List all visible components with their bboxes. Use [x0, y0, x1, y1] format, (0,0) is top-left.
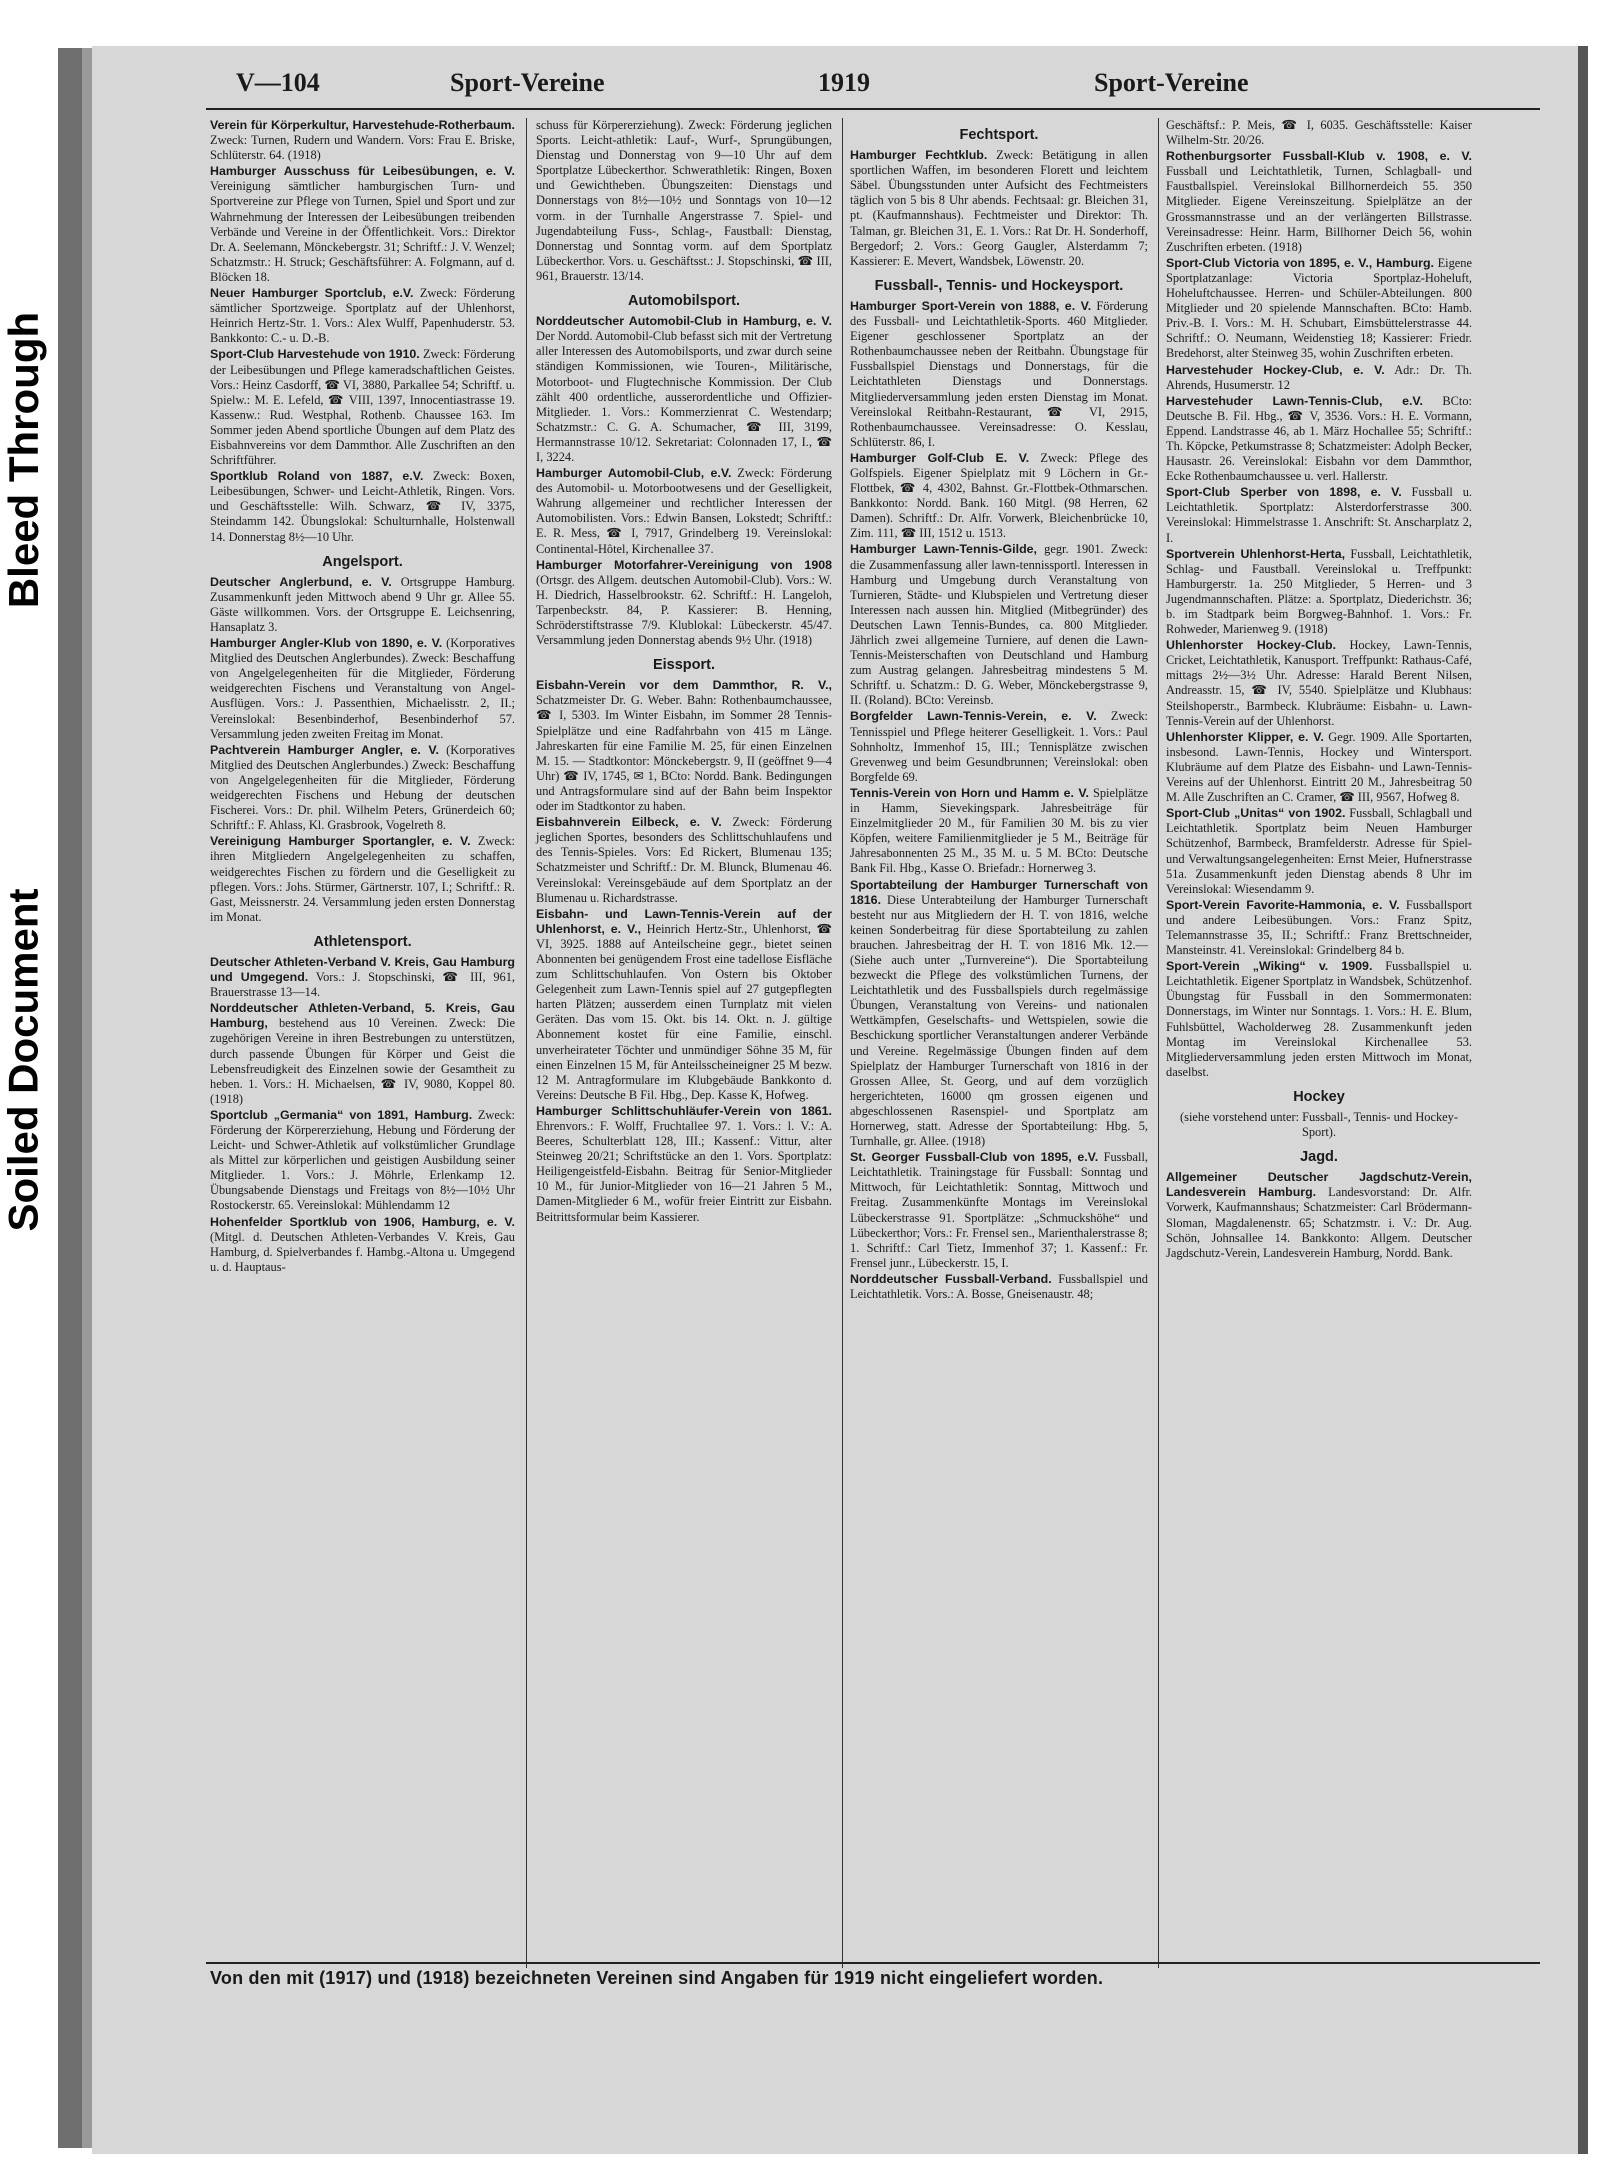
club-details: Ortsgruppe Hamburg. Zusammenkunft jeden Mittwoch abend 9 Uhr gr. Allee 55. Gäste willkommen. Vors. der Ortsgruppe E. Leichsenring, Hansaplatz 3.	[210, 574, 516, 634]
club-entry	[1166, 363, 1472, 393]
club-entry	[536, 466, 832, 557]
club-name: Deutscher Anglerbund, e. V.	[210, 574, 392, 589]
club-details: Fussball, Leichtathletik, Schlag- und Faustball. Vereinslokal u. Treffpunkt: Hamburgerstr. 1a. 250 Mitglieder, 5 Herren- und 3 Jugendmannschaften. Plätze: a. Sportplatz, Diederichstr. 36; b. im Stadtpark beim Borgweg-Bahnhof. 1. Vors.: Fr. Rohweder, Marienweg 9. (1918)	[1166, 546, 1472, 637]
club-name: Hamburger Ausschuss für Leibesübungen, e. V.	[210, 164, 515, 179]
club-details: Schatzmeister Dr. G. Weber. Bahn: Rothenbaumchaussee, ☎ I, 5303. Im Winter Eisbahn, im Sommer 28 Tennis-Spielplätze und eine Radfahrbahn von 415 m Länge. Jahreskarten für eine Familie M. 25, für einen Einzelnen M. 15. — Stadtkontor: Mönckebergstr. 9, II (geöffnet 9—4 Uhr) ☎ IV, 1745, ✉ 1, BCto: Nordd. Bank. Bedingungen und Antragsformulare sind auf der Bahn beim Inspektor oder im Stadtkontor zu haben.	[536, 693, 832, 814]
club-entry	[210, 469, 515, 544]
club-name: Sport-Club „Unitas“ von 1902.	[1166, 806, 1346, 821]
club-details: Fussball, Leichtathletik. Trainingstage für Fussball: Sonntag und Mittwoch, für Leichtathletik: Sonntag, Mittwoch und Freitag. Zusammenkünfte Montags im Vereinslokal Lübeckerstrasse 91. Sportplätze: „Schmuckshöhe“ und Lübeckerthor; Vors.: Fr. Frensel sen., Marienthalerstrasse 8; 1. Schriftf.: Carl Tietz, Immenhof 37; 1. Kassenf.: Fr. Frensel junr., Lübeckerstr. 15, I.	[850, 1150, 1148, 1270]
club-name: Sportclub „Germania“ von 1891, Hamburg.	[210, 1107, 473, 1122]
club-entry	[536, 1104, 832, 1225]
club-name: Sport-Verein „Wiking“ v. 1909.	[1166, 959, 1373, 974]
section-heading: Jagd.	[1300, 1149, 1338, 1166]
club-entry	[536, 558, 832, 649]
club-name: St. Georger Fussball-Club von 1895, e.V.	[850, 1150, 1099, 1165]
column-2	[536, 118, 832, 1226]
club-entry	[1166, 485, 1472, 545]
club-entry	[210, 743, 515, 834]
club-entry	[1166, 898, 1472, 958]
club-details: Der Nordd. Automobil-Club befasst sich mit der Vertretung aller Interessen des Automobilsports, und zwar durch seine ständigen Kommissionen, wie Touren-, Militärische, Motorboot- und Flugtechnische Kommission. Der Club zählt 400 ordentliche, ausserordentliche und Offizier-Mitglieder. 1. Vors.: Kommerzienrat C. Westendarp; Schatzmstr.: C. G. A. Schumacher, ☎ III, 3199, Hermannstrasse 10/12. Sekretariat: Colonnaden 17, I., ☎ I, 3224.	[536, 329, 832, 464]
club-entry	[850, 542, 1148, 708]
club-details: (Ortsgr. des Allgem. deutschen Automobil-Club). Vors.: W. H. Diedrich, Hasselbrookstr. 62. Schriftf.: H. Langeloh, Tarpenbeckstr. 84, P. Kassierer: B. Henning, Schröderstiftstrasse 7/9. Klublokal: Lübeckerstr. 45/47. Versammlung jeden Donnerstag abends 9½ Uhr. (1918)	[536, 572, 832, 648]
column-divider-2	[842, 118, 843, 1968]
club-details: gegr. 1901. Zweck: die Zusammenfassung aller lawn-tennissportl. Interessen in Hamburg und Umgebung durch Veranstaltung von Turnieren, Städte- und Klubspielen und Vertretung dieser Interessen nach aussen hin. Mitglied (Mitbegründer) des Deutschen Lawn Tennis-Bundes, ca. 800 Mitglieder. Jährlich zwei allgemeine Turniere, auf denen die Lawn-Tennis-Meisterschaften von Deutschland und Hamburg zum Austrag gelangen. Jahresbeitrag mindestens 5 M. Schriftf. u. Schatzm.: D. G. Weber, Mönckebergstrasse 9, II. (Roland). BCto: Vereinsb.	[850, 542, 1148, 708]
club-entry	[1166, 730, 1472, 805]
section-heading: Fechtsport.	[959, 127, 1039, 143]
section-heading: Automobilsport.	[628, 293, 740, 310]
club-details: Fussballsport und andere Leibesübungen. Vors.: Franz Spitz, Telemannstrasse 35, II.; Schriftf.: Franz Brettschneider, Mansteinstr. 41. Vereinslokal: Grindelberg 84 b.	[1166, 897, 1472, 958]
club-entry	[850, 148, 1148, 269]
club-details: Fussball, Schlagball und Leichtathletik. Sportplatz beim Neuen Hamburger Schützenhof, Barmbeck, Bramfelderstr. Adresse für Spiel- und Verwaltungsangelegenheiten: Ernst Meier, Hufnerstrasse 51a. Zusammenkunft jeden Dienstag abends 8 Uhr im Vereinslokal: Wiesendamm 9.	[1166, 806, 1472, 896]
bleed-through-text: Bleed Through	[0, 311, 48, 609]
page-header	[0, 68, 1600, 108]
club-details: Zweck: Betätigung in allen sportlichen Waffen, im besonderen Florett und leichtem Säbel. Übungsstunden unter Aufsicht des Fechtmeisters täglich von 5 bis 8 Uhr abends. Fechtsaal: gr. Bleichen 31, pt. (Kaufmannshaus). Fechtmeister und Direktor: Th. Talman, gr. Bleichen 31, E. 1. Vors.: Rat Dr. H. Sonderhoff, Bergedorf; 2. Vors.: Georg Gaugler, Alsterdamm 7; Kassierer: E. Mevert, Wandsbek, Löwenstr. 20.	[850, 148, 1148, 268]
club-name: Sport-Verein Favorite-Hammonia, e. V.	[1166, 897, 1400, 912]
club-details: Fussball u. Leichtathletik. Sportplatz: Alsterdorferstrasse 300. Vereinslokal: Himmelstrasse 1. Anschrift: St. Anscharplatz 2, I.	[1166, 485, 1472, 545]
club-details: schuss für Körpererziehung). Zweck: Förderung jeglichen Sports. Leicht-athletik: Lauf-, Wurf-, Sprungübungen, Dienstag und Donnerstag von 9—10 Uhr auf dem Sportplatze Lübeckerthor. Schwerathletik: Ringen, Boxen und Gewichtheben. Übungszeiten: Dienstags und Donnerstags von 8½—10½ und Sonntags von 10—12 vorm. in der Turnhalle Angerstrasse 7. Spiel- und Jugendabteilung Fuss-, Schlag-, Faustball: Dienstag, Donnerstag und Sonntag vorm. auf dem Sportplatz Lübeckerthor. Vors. u. Geschäftsst.: J. Stopschinski, ☎ III, 961, Brauerstr. 13/14.	[536, 118, 832, 283]
club-details: Zweck: Förderung jeglichen Sportes, besonders des Schlittschuhlaufens und des Tennis-Spieles. Vors: Ed Rickert, Blumenau 135; Schatzmeister und Schriftf.: Dr. M. Blunck, Blumenau 46. Vereinslokal: Vereinsgebäude auf dem Sportplatz an der Blumenau u. Richardstrasse.	[536, 815, 832, 905]
club-name: Pachtverein Hamburger Angler, e. V.	[210, 742, 439, 757]
club-details: Adr.: Dr. Th. Ahrends, Husumerstr. 12	[1166, 362, 1472, 392]
club-entry	[210, 834, 515, 925]
club-details: Zweck: Turnen, Rudern und Wandern. Vors: Frau E. Briske, Schlüterstr. 64. (1918)	[210, 133, 515, 163]
club-name: Verein für Körperkultur, Harvestehude-Rotherbaum.	[210, 118, 515, 132]
club-name: Tennis-Verein von Horn und Hamm e. V.	[850, 785, 1089, 800]
club-entry	[210, 118, 515, 163]
club-entry	[1166, 394, 1472, 485]
club-details: Gegr. 1909. Alle Sportarten, insbesond. Lawn-Tennis, Hockey und Wintersport. Klubräume auf dem Platze des Eisbahn- und Lawn-Tennis-Vereins auf der Uhlenhorst. Eintritt 20 M., Jahresbeitrag 50 M. Alle Zuschriften an C. Cramer, ☎ III, 9567, Hofweg 8.	[1166, 729, 1473, 805]
club-details: (Mitgl. d. Deutschen Athleten-Verbandes V. Kreis, Gau Hamburg, d. Spielverbandes f. Hambg.-Altona u. Umgegend u. d. Hauptaus-	[210, 1229, 515, 1274]
club-name: Hamburger Fechtklub.	[850, 148, 988, 163]
club-details: Landesvorstand: Dr. Alfr. Vorwerk, Kaufmannshaus; Schatzmeister: Carl Brödermann-Sloman, Magdalenenstr. 65; Schatzmstr. i. V.: Dr. Aug. Schön, Johnsallee 14. Bankkonto: Allgem. Deutscher Jagdschutz-Verein, Landesverein Hamburg, Nordd. Bank.	[1166, 1185, 1472, 1260]
club-entry	[210, 636, 515, 742]
club-entry	[1166, 256, 1472, 362]
column-1	[210, 118, 515, 1276]
club-details: Eigene Sportplatzanlage: Victoria Sportplaz-Hoheluft, Hoheluftchaussee. Herren- und Schüler-Abteilungen. 800 Mitglieder und 20 spielende Mannschaften. BCto: Hamb. Priv.-B. I. Vors.: M. H. Schubart, Eimsbüttelerstrasse 44. Schriftf.: O. Neumann, Weidenstieg 18; Kassierer: Friedr. Bredehorst, alter Steinweg 35, wohin Zuschriften erbeten.	[1166, 255, 1472, 361]
club-details: Zweck: Förderung des Automobil- u. Motorbootwesens und der Geselligkeit, Wahrung allgemeiner und rechtlicher Interessen der Automobilisten. Vors.: Edwin Bansen, Lokstedt; Schriftf.: E. R. Mess, ☎ I, 7917, Grindelberg 19. Vereinslokal: Continental-Hôtel, Kirchenallee 37.	[536, 466, 832, 556]
club-entry	[210, 1001, 515, 1107]
club-name: Sportklub Roland von 1887, e.V.	[210, 469, 424, 484]
club-entry	[536, 907, 832, 1103]
club-details: Zweck: Pflege des Golfspiels. Eigener Spielplatz mit 9 Löchern in Gr.-Flottbek, ☎ 4, 4302, Bahnst. Gr.-Flottbek-Othmarschen. Bankkonto: Nordd. Bank. 160 Mitgl. (98 Herren, 62 Damen). Schriftf.: Dr. Alfr. Vorwerk, Bleichenbrücke 10, Zim. 111, ☎ III, 1512 u. 1513.	[850, 450, 1148, 541]
club-entry	[1166, 638, 1472, 729]
club-name: Deutscher Athleten-Verband V. Kreis, Gau Hamburg und Umgegend.	[210, 954, 515, 985]
club-entry	[850, 1272, 1148, 1302]
club-entry	[850, 786, 1148, 877]
column-divider-3	[1158, 118, 1159, 1968]
header-year: 1919	[818, 68, 870, 97]
club-entry	[210, 347, 515, 468]
club-details: Zweck: Förderung der Leibesübungen und Pflege kameradschaftlichen Geistes. Vors.: Heinz Casdorff, ☎ VI, 3880, Parkallee 54; Schriftf. u. Spielw.: M. E. Lefeld, ☎ VIII, 1397, Innocentiastrasse 19. Kassenw.: Rud. Westphal, Rothenb. Chaussee 163. Im Sommer jeden Abend sportliche Übungen auf dem Platz des Eisbahnvereins vor dem Dammthor. Alle Zuschriften an den Schriftführer.	[210, 347, 515, 468]
club-details: Spielplätze in Hamm, Sievekingspark. Jahresbeiträge für Einzelmitglieder 20 M., für Familien 30 M. bis zu vier Köpfen, weitere Familienmitglieder je 5 M., Beiträge für Jahresabonnenten 25 M., 35 M. u. 5 M. BCto: Deutsche Bank Fil. Hbg., Kasse O. Briefadr.: Hornerweg 3.	[850, 785, 1148, 876]
club-name: Rothenburgsorter Fussball-Klub v. 1908, e. V.	[1166, 149, 1472, 164]
column-4	[1166, 118, 1472, 1262]
section-heading: Hockey	[1293, 1088, 1345, 1105]
club-details: Vors.: J. Stopschinski, ☎ III, 961, Brauerstrasse 13—14.	[210, 970, 515, 1000]
club-details: Fussballspiel u. Leichtathletik. Eigener Sportplatz in Wandsbek, Schützenhof. Übungstag für Fussball in den Sommermonaten: Donnerstags, im Winter nur Sonntags. 1. Vors.: H. E. Blum, Fuhlsbüttel, Wacholderweg 28. Zusammenkunft jeden Montag im Vereinslokal Kirchenallee 53. Mitgliederversammlung jeden ersten Mittwoch im Monat, daselbst.	[1166, 959, 1472, 1079]
club-name: Norddeutscher Fussball-Verband.	[850, 1271, 1052, 1286]
club-entry	[536, 678, 832, 814]
section-heading: Eissport.	[652, 657, 716, 674]
club-name: Hamburger Schlittschuhläufer-Verein von 1861.	[536, 1103, 832, 1118]
club-details: Förderung des Fussball- und Leichtathletik-Sports. 460 Mitglieder. Eigener geschlossener Sportplatz an der Rothenbaumchaussee neben der Reitbahn. Übungstage für Fussballspiel Dienstags und Donnerstags, für die Leichtathleten Dienstags und Donnerstags. Mitgliederversammlung jeden ersten Dienstag im Monat. Vereinslokal Reitbahn-Restaurant, ☎ VI, 2915, Rothenbaumchaussee. Vereinsadresse: O. Kesslau, Schlüterstr. 86, I.	[850, 298, 1148, 449]
section-note: (siehe vorstehend unter: Fussball-, Tennis- und Hockey-Sport).	[1180, 1110, 1458, 1140]
club-name: Allgemeiner Deutscher Jagdschutz-Verein, Landesverein Hamburg.	[1166, 1170, 1472, 1200]
club-entry	[536, 314, 832, 465]
footer-rule	[206, 1962, 1540, 1964]
club-name: Norddeutscher Athleten-Verband, 5. Kreis, Gau Hamburg,	[210, 1001, 515, 1031]
bleed-through-label	[0, 150, 48, 770]
footer-note: Von den mit (1917) und (1918) bezeichneten Vereinen sind Angaben für 1919 nicht eingeliefert worden.	[210, 1968, 1104, 1988]
club-details: Heinrich Hertz-Str., Uhlenhorst, ☎ VI, 3925. 1888 auf Anteilscheine gegr., bietet seinen Abonnenten bei genügendem Frost eine tadellose Eisfläche zum Schlittschuhlaufen. Von Ostern bis Oktober Gelegenheit zum Lawn-Tennis spiel auf 27 gutgepflegten harten Plätzen; ausserdem einen Turnplatz mit vielen Geräten. Das vom 15. Okt. bis 14. Okt. n. J. gültige Abonnement kostet für eine Familie, einschl. unverheirateter Töchter und unmündiger Söhne 35 M, für einen Einzelnen 15 M, für Anteilsscheineigner 25 M bezw. 12 M. Antragformulare im Klubgebäude Bankkonto d. Vereins: Deutsche B Fil. Hbg., Dep. Kasse K, Hofweg.	[536, 921, 832, 1102]
club-name: Eisbahnverein Eilbeck, e. V.	[536, 815, 722, 830]
club-name: Hohenfelder Sportklub von 1906, Hamburg, e. V.	[210, 1214, 515, 1229]
club-name: Borgfelder Lawn-Tennis-Verein, e. V.	[850, 709, 1097, 724]
club-entry	[536, 118, 832, 284]
club-details: Zweck: Förderung der Körpererziehung, Hebung und Förderung der Leicht- und Schwer-Athletik auf volkstümlicher Grundlage als Mittel zur körperlichen und geistigen Ausbildung seiner Mitglieder. 1. Vors.: J. Möhrle, Erlenkamp 12. Übungsabende Dienstags und Freitags von 8½—10½ Uhr Rostockerstr. 65. Vereinslokal: Mühlendamm 12	[210, 1107, 515, 1213]
club-name: Neuer Hamburger Sportclub, e.V.	[210, 286, 414, 301]
club-entry	[210, 286, 515, 346]
club-name: Harvestehuder Lawn-Tennis-Club, e.V.	[1166, 393, 1423, 408]
club-name: Vereinigung Hamburger Sportangler, e. V.	[210, 834, 471, 849]
club-entry	[850, 1150, 1148, 1271]
book-spine-edge	[58, 48, 82, 2148]
club-name: Sportabteilung der Hamburger Turnerschaft von 1816.	[850, 877, 1148, 907]
club-details: Zweck: Förderung sämtlicher Sportzweige. Sportplatz auf der Uhlenhorst, Heinrich Hertz-Str. 1. Vors.: Alex Wulff, Papenhuderstr. 53. Bankkonto: C.- u. D.-B.	[210, 286, 515, 346]
header-rule	[206, 108, 1540, 110]
club-details: (Korporatives Mitglied des Deutschen Anglerbundes.) Zweck: Beschaffung von Angelgelegenheiten für die Mitglieder, Förderung weidgerechten Fischens und Hebung der deutschen Fischerei. Vors.: Dr. phil. Wilhelm Peters, Grünerdeich 60; Schriftf.: F. Ahlass, Kl. Grasbrook, Vogelreth 8.	[210, 742, 515, 833]
club-details: Geschäftsf.: P. Meis, ☎ I, 6035. Geschäftsstelle: Kaiser Wilhelm-Str. 20/26.	[1166, 118, 1472, 148]
club-name: Hamburger Motorfahrer-Vereinigung von 1908	[536, 557, 832, 572]
club-entry	[210, 575, 515, 635]
section-heading: Angelsport.	[322, 553, 403, 570]
club-details: Zweck: Boxen, Leibesübungen, Schwer- und Leicht-Athletik, Ringen. Vors. und Geschäftsstelle: Wilh. Schwarz, ☎ IV, 3375, Steindamm 142. Übungslokal: Schulturnhalle, Holstenwall 14. Donnerstag 8½—10 Uhr.	[210, 469, 515, 544]
club-name: Hamburger Lawn-Tennis-Gilde,	[850, 542, 1037, 557]
club-name: Sportverein Uhlenhorst-Herta,	[1166, 546, 1346, 561]
club-entry	[1166, 547, 1472, 638]
book-spine-shadow	[82, 48, 92, 2148]
club-name: Harvestehuder Hockey-Club, e. V.	[1166, 362, 1385, 377]
club-entry	[210, 955, 515, 1000]
club-details: Hockey, Lawn-Tennis, Cricket, Leichtathletik, Kanusport. Treffpunkt: Rathaus-Café, mittags 2½—3½ Uhr. Adresse: Harald Berent Nilsen, Andreasstr. 15, ☎ IV, 5540. Spielplätze und Klubhaus: Steilshoperstr., Barmbeck. Klubräume: Eisbahn- u. Lawn-Tennis-Verein auf der Uhlenhorst.	[1166, 638, 1472, 728]
club-name: Hamburger Golf-Club E. V.	[850, 450, 1030, 465]
soiled-document-text: Soiled Document	[0, 888, 48, 1232]
club-details: Fussballspiel und Leichtathletik. Vors.: A. Bosse, Gneisenaustr. 48;	[850, 1271, 1148, 1302]
club-entry	[536, 815, 832, 906]
club-name: Sport-Club Sperber von 1898, e. V.	[1166, 485, 1402, 500]
club-entry	[210, 1215, 515, 1275]
club-name: Hamburger Automobil-Club, e.V.	[536, 466, 732, 481]
column-divider-1	[526, 118, 527, 1968]
club-name: Eisbahn- und Lawn-Tennis-Verein auf der Uhlenhorst, e. V.,	[536, 906, 832, 936]
club-entry	[1166, 118, 1472, 148]
club-details: Zweck: ihren Mitgliedern Angelgelegenheiten zu schaffen, weidgerechtes Fischen zu fördern und die Geselligkeit zu pflegen. Vors.: Johs. Stürmer, Gärtnerstr. 107, I.; Schriftf.: R. Gast, Meissnerstr. 24. Versammlung jeden ersten Donnerstag im Monat.	[210, 834, 515, 924]
club-name: Eisbahn-Verein vor dem Dammthor, R. V.,	[536, 678, 832, 693]
club-name: Uhlenhorster Klipper, e. V.	[1166, 729, 1324, 744]
club-entry	[850, 451, 1148, 542]
club-details: Ehrenvors.: F. Wolff, Fruchtallee 97. 1. Vors.: l. V.: A. Beeres, Schulterblatt 128, III.; Kassenf.: Vittur, alter Steinweg 20/21; Schriftstücke an den 1. Vors. Sportplatz: Heiligengeistfeld-Eisbahn. Beitrag für Senior-Mitglieder 10 M., für Junior-Mitglieder von 16—21 Jahren 5 M., Damen-Mitglieder 6 M., wofür freier Eintritt zur Eisbahn. Beitrittsformular beim Kassierer.	[536, 1119, 832, 1224]
section-heading: Athletensport.	[313, 933, 412, 950]
club-details: Zweck: Tennisspiel und Pflege heiterer Geselligkeit. 1. Vors.: Paul Sohnholtz, Immenhof 15, III.; Tennisplätze zwischen Grevenweg und beim Gesundbrunnen; Vereinslokal: oben Borgfelde 69.	[850, 709, 1148, 784]
club-entry	[1166, 959, 1472, 1080]
club-entry	[850, 299, 1148, 450]
club-entry	[1166, 806, 1472, 897]
club-name: Uhlenhorster Hockey-Club.	[1166, 638, 1337, 653]
club-entry	[210, 1108, 515, 1214]
club-details: (Korporatives Mitglied des Deutschen Anglerbundes). Zweck: Beschaffung von Angelgelegenheiten für die Mitglieder, Förderung weidgerechten Fischens und Veranstaltung von Angel-Ausflügen. Vors.: J. Passenthien, Michaelisstr. 2, II.; Vereinslokal: Besenbinderhof, Besenbinderhof 57. Versammlung jeden zweiten Freitag im Monat.	[210, 636, 515, 741]
club-name: Hamburger Angler-Klub von 1890, e. V.	[210, 636, 443, 651]
column-3	[850, 118, 1148, 1303]
club-details: Fussball und Leichtathletik, Turnen, Schlagball- und Faustballspiel. Vereinslokal Billhornerdeich 55. 350 Mitglieder. Eigene Vereinszeitung. Spielplätze an der Grossmannstrasse und an der verlängerten Billstrasse. Vereinsadresse: Heinr. Harm, Billhorner Deich 56, wohin Zuschriften erbeten. (1918)	[1166, 164, 1472, 254]
club-details: bestehend aus 10 Vereinen. Zweck: Die zugehörigen Vereine in ihren Bestrebungen zu unterstützen, durch passende Übungen für Körper und Geist die Lebensfreudigkeit des Einzelnen sowie der Gesamtheit zu heben. 1. Vors.: H. Michaelsen, ☎ IV, 9080, Koppel 80. (1918)	[210, 1016, 516, 1106]
header-left-title: Sport-Vereine	[450, 68, 605, 97]
club-name: Hamburger Sport-Verein von 1888, e. V.	[850, 298, 1092, 313]
header-right-title: Sport-Vereine	[1094, 68, 1249, 97]
section-heading: Fussball-, Tennis- und Hockeysport.	[874, 277, 1124, 294]
club-entry	[210, 164, 515, 285]
club-details: BCto: Deutsche B. Fil. Hbg., ☎ V, 3536. Vors.: H. E. Vormann, Eppend. Landstrasse 46, ab 1. März Hochallee 55; Schriftf.: Th. Köpcke, Petkumstrasse 8; Schatzmeister: Adolph Becker, Hausastr. 26. Vereinslokal: Eisbahn vor dem Dammthor, Ecke Rothenbaumchaussee u. verl. Hallerstr.	[1166, 393, 1472, 484]
club-name: Sport-Club Victoria von 1895, e. V., Hamburg.	[1166, 255, 1434, 270]
club-name: Norddeutscher Automobil-Club in Hamburg, e. V.	[536, 314, 832, 329]
club-details: Diese Unterabteilung der Hamburger Turnerschaft besteht nur aus Mitgliedern der H. T. von 1816, welche keinen Sonderbeitrag für diese Sportabteilung zu zahlen brauchen. Jahresbeitrag der H. T. von 1816 Mk. 12.— (Siehe auch unter „Turnvereine“). Die Sportabteilung bezweckt die Pflege des volkstümlichen Turnens, der Leichtathletik und des Fussballspiels durch regelmässige Übungen, Veranstaltung von Vereins- und nationalen Wettkämpfen, Geselschafts- und Wettspielen, sowie die Beschickung sportlicher Veranstaltungen anderer Verbände und Vereine. Regelmässige Übungen finden auf dem Spielplatz der Hamburger Turnerschaft von 1816 in der Grossen Allee, St. Georg, und auf dem vorzüglich hergerichteten, 16000 qm grossen eigenen und abgeschlossenen Rasenspiel- und Sportplatz am Hornerweg, statt. Adresse der Sportabteilung: Hbg. 5, Turnhalle, gr. Allee. (1918)	[850, 892, 1148, 1149]
club-entry	[850, 878, 1148, 1150]
club-entry	[1166, 149, 1472, 255]
club-entry	[1166, 1170, 1472, 1261]
club-details: Vereinigung sämtlicher hamburgischen Turn- und Sportvereine zur Pflege von Turnen, Spiel und Sport und zur Wahrnehmung der Interessen der Leibesübungen treibenden Verbände und Vereine in der Öffentlichkeit. Vors.: Direktor Dr. A. Seelemann, Mönckebergstr. 31; Schriftf.: J. V. Wenzel; Schatzmstr.: H. Struck; Geschäftsführer: A. Folgmann, auf d. Blöcken 18.	[210, 179, 515, 284]
soiled-document-label	[0, 780, 48, 1340]
club-name: Sport-Club Harvestehude von 1910.	[210, 347, 420, 362]
page-number: V—104	[236, 68, 320, 97]
club-entry	[850, 709, 1148, 784]
